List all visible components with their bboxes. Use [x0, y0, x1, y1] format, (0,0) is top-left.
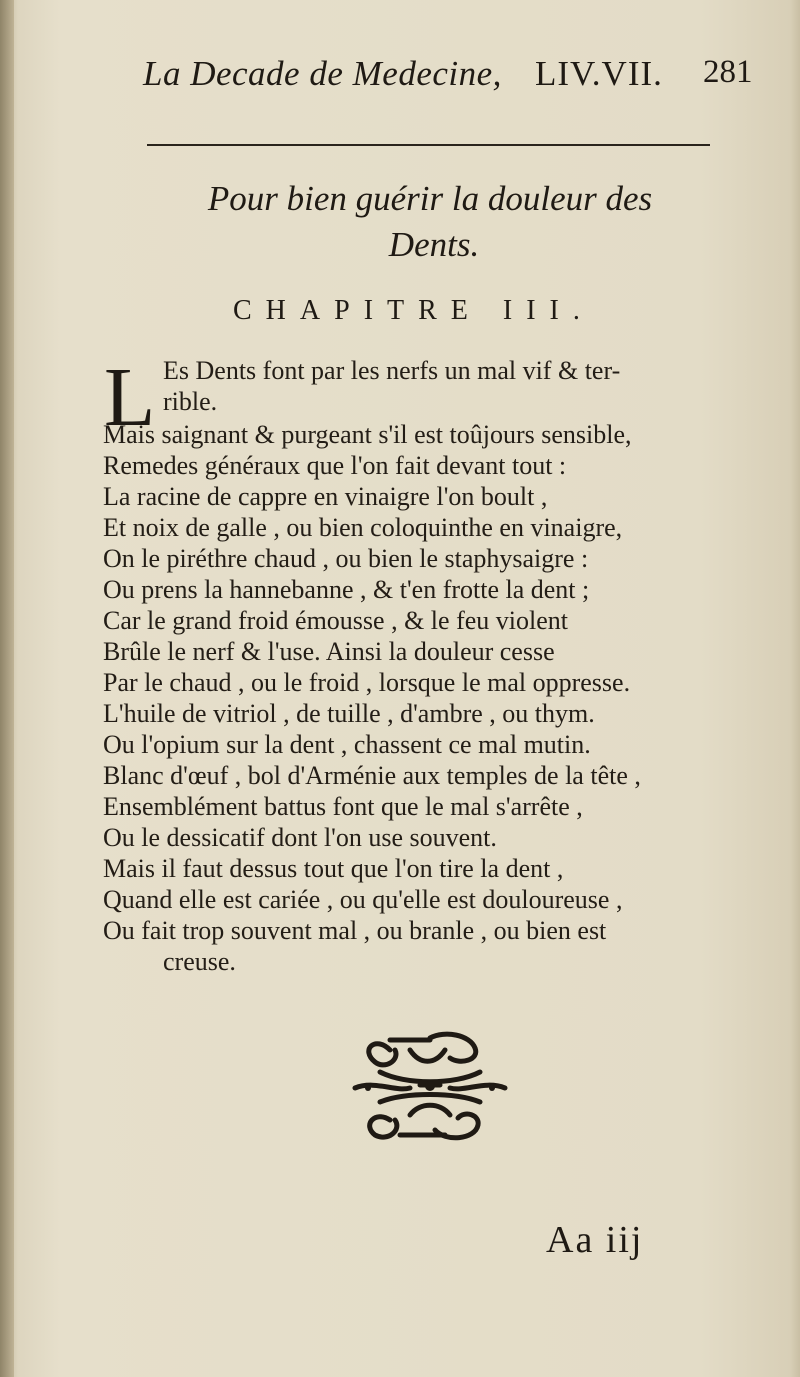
verse-line: Mais saignant & purgeant s'il est toûjours sensible,: [103, 420, 632, 449]
verse-line: La racine de cappre en vinaigre l'on boult ,: [103, 482, 548, 511]
verse-line: Par le chaud , ou le froid , lorsque le mal oppresse.: [103, 668, 631, 697]
verse-line: Ou le dessicatif dont l'on use souvent.: [103, 823, 497, 852]
chapter-title-line-2: Dents.: [388, 225, 480, 264]
verse-line: creuse.: [163, 947, 236, 976]
page-number: 281: [703, 54, 753, 90]
page-header: [0, 54, 800, 94]
verse-line: Remedes généraux que l'on fait devant tout :: [103, 451, 567, 480]
chapter-number: CHAPITRE III.: [233, 295, 594, 326]
running-title: La Decade de Medecine,: [143, 54, 502, 93]
verse-line: Ou l'opium sur la dent , chassent ce mal mutin.: [103, 730, 591, 759]
verse-line: Mais il faut dessus tout que l'on tire la dent ,: [103, 854, 564, 883]
verse-line: rible.: [163, 387, 218, 416]
verse-line: Es Dents font par les nerfs un mal vif & ter-: [163, 356, 621, 385]
chapter-title: [140, 176, 720, 268]
verse-line: On le piréthre chaud , ou bien le staphysaigre :: [103, 544, 589, 573]
binding-gutter: [0, 0, 14, 1377]
verse-line: Ensemblément battus font que le mal s'arrête ,: [103, 792, 583, 821]
chapter-title-line-1: Pour bien guérir la douleur des: [207, 179, 653, 218]
verse-line: L'huile de vitriol , de tuille , d'ambre , ou thym.: [103, 699, 595, 728]
verse-line: Car le grand froid émousse , & le feu violent: [103, 606, 568, 635]
verse-line: Brûle le nerf & l'use. Ainsi la douleur cesse: [103, 637, 555, 666]
header-rule: [147, 144, 710, 146]
verse-line: Ou prens la hannebanne , & t'en frotte la dent ;: [103, 575, 590, 604]
verse-line: Quand elle est cariée , ou qu'elle est douloureuse ,: [103, 885, 623, 914]
drop-capital: L: [104, 351, 156, 444]
verse-line: Blanc d'œuf , bol d'Arménie aux temples de la tête ,: [103, 761, 641, 790]
signature-mark: Aa iij: [546, 1219, 644, 1261]
printer-flourish-ornament-icon: [350, 1030, 510, 1145]
verse-line: Ou fait trop souvent mal , ou branle , ou bien est: [103, 916, 607, 945]
book-number: LIV.VII.: [535, 54, 663, 93]
verse-line: Et noix de galle , ou bien coloquinthe en vinaigre,: [103, 513, 623, 542]
